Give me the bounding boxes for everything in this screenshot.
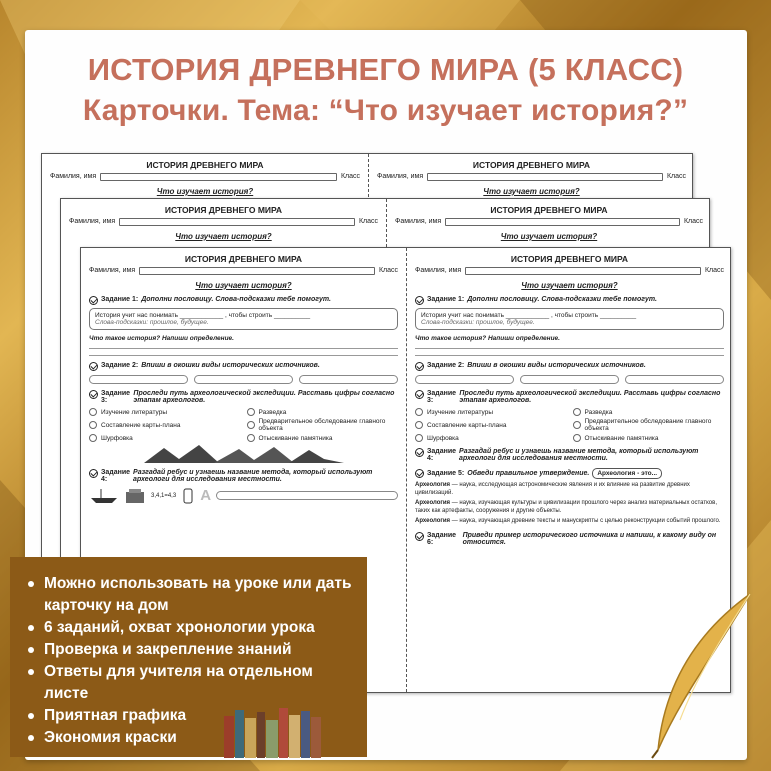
sheet-title: ИСТОРИЯ ДРЕВНЕГО МИРА [490, 205, 608, 215]
main-title: ИСТОРИЯ ДРЕВНЕГО МИРА (5 КЛАСС) [87, 52, 684, 87]
name-label: Фамилия, имя [377, 173, 424, 180]
feature-item: Можно использовать на уроке или дать карточку на дом [26, 573, 353, 617]
boat-icon [89, 488, 119, 504]
mountains-icon [144, 445, 344, 463]
option-text: Разведка [258, 408, 287, 416]
option-text: Изучение литературы [427, 408, 494, 416]
option-text: Предварительное обследование главного объекта [584, 418, 712, 432]
task1-sentence-b: , чтобы строить [224, 312, 273, 319]
sheet-topic: Что изучает история? [521, 281, 618, 290]
check-icon [415, 469, 424, 478]
class-label: Класс [378, 267, 398, 274]
class-label: Класс [358, 218, 378, 225]
task5-box: Археология - это... [592, 468, 662, 479]
sheet-title: ИСТОРИЯ ДРЕВНЕГО МИРА [184, 254, 303, 264]
feature-item: Экономия краски [26, 727, 353, 749]
task6-label: Задание 6: [427, 531, 457, 546]
check-icon [89, 390, 98, 399]
task1-hint: Слова-подсказки: прошлое, будущее. [95, 319, 209, 326]
option-text: Шурфовка [427, 434, 459, 442]
class-label: Класс [666, 173, 686, 180]
task3-text: Проследи путь археологической экспедиции. Расставь цифры согласно этапам археологов. [459, 390, 721, 404]
statement-text: — наука, изучающая древние тексты и манускрипты с целью реконструкции событий прошлого. [451, 518, 721, 524]
task1-label: Задание 1: [427, 296, 465, 303]
class-label: Класс [704, 267, 724, 274]
books-stack-icon [222, 706, 332, 758]
sheet-title: ИСТОРИЯ ДРЕВНЕГО МИРА [472, 160, 591, 170]
task1-sentence-a: История учит нас понимать [95, 312, 178, 319]
sheet-title: ИСТОРИЯ ДРЕВНЕГО МИРА [164, 205, 283, 215]
rebus [89, 487, 398, 504]
name-label: Фамилия, имя [69, 218, 116, 225]
sheet-topic: Что изучает история? [175, 232, 272, 241]
name-label: Фамилия, имя [395, 218, 442, 225]
option-text: Отыскивание памятника [584, 434, 659, 442]
feather-quill-icon [640, 590, 760, 760]
phone-icon [181, 488, 195, 504]
statement-text: — наука, изучающая культуры и цивилизации прошлого через анализ материальных остатков, таких как артефакты, сооружения и другие объекты. [415, 500, 717, 514]
sheet-title: ИСТОРИЯ ДРЕВНЕГО МИРА [146, 160, 264, 170]
sheet-topic: Что изучает история? [483, 187, 580, 196]
name-field[interactable] [139, 267, 375, 275]
check-icon [415, 532, 424, 541]
name-label: Фамилия, имя [415, 267, 462, 274]
task1-box: История учит нас понимать ____________ , чтобы строить __________ Слова-подсказки: прошлое, будущее. [89, 308, 398, 330]
statement-term: Археология [415, 518, 451, 524]
task1-sentence-a: История учит нас понимать [421, 312, 504, 319]
option-text: Изучение литературы [101, 408, 168, 416]
option-text: Шурфовка [101, 434, 133, 442]
feature-item: Проверка и закрепление знаний [26, 639, 353, 661]
task3-label: Задание 3: [101, 390, 131, 404]
option-text: Предварительное обследование главного объекта [258, 418, 386, 432]
task2-text: Впиши в окошки виды исторических источников. [141, 362, 320, 369]
task2-label: Задание 2: [101, 362, 139, 369]
check-icon [415, 296, 424, 305]
task2-text: Впиши в окошки виды исторических источников. [467, 362, 646, 369]
task4-label: Задание 4: [101, 469, 131, 483]
task6-text: Приведи пример исторического источника и напиши, к какому виду он относится. [462, 531, 717, 546]
task5-text: Обведи правильное утверждение. [467, 470, 590, 477]
name-field[interactable] [465, 267, 701, 275]
check-icon [415, 390, 424, 399]
task3-label: Задание 3: [427, 390, 457, 404]
task1-text: Дополни пословицу. Слова-подсказки тебе помогут. [141, 296, 331, 303]
check-icon [415, 362, 424, 371]
feature-item: Приятная графика [26, 705, 353, 727]
statement-term: Археология [415, 482, 451, 488]
definition-question: Что такое история? Напиши определение. [89, 335, 234, 342]
definition-question: Что такое история? Напиши определение. [415, 335, 560, 342]
sheet-topic: Что изучает история? [500, 232, 598, 241]
task5-label: Задание 5: [427, 470, 465, 477]
task1-sentence-b: , чтобы строить [550, 312, 599, 319]
task1-label: Задание 1: [101, 296, 139, 303]
check-icon [89, 362, 98, 371]
task1-text: Дополни пословицу. Слова-подсказки тебе помогут. [467, 296, 657, 303]
building-icon [124, 488, 146, 504]
statement-term: Археология [415, 500, 451, 506]
check-icon [89, 296, 98, 305]
rebus-hint: 3,4,1=4,3 [151, 492, 177, 499]
option-text: Отыскивание памятника [258, 434, 333, 442]
name-label: Фамилия, имя [50, 173, 97, 180]
task4-text: Разгадай ребус и узнаешь название метода, который используют археологи для исследования местности. [459, 448, 699, 462]
option-text: Разведка [584, 408, 613, 416]
subtitle: Карточки. Тема: “Что изучает история?” [82, 94, 689, 127]
feature-item: 6 заданий, охват хронологии урока [26, 617, 353, 639]
rebus-letter: А [200, 487, 212, 504]
statement-text: — наука, исследующая астрономические явления и их влияние на развитие древних цивилизаций. [415, 482, 690, 496]
check-icon [415, 448, 424, 457]
option-text: Составление карты-плана [101, 421, 181, 429]
feature-item: Ответы для учителя на отдельном листе [26, 661, 353, 705]
task2-label: Задание 2: [427, 362, 465, 369]
sheet-title: ИСТОРИЯ ДРЕВНЕГО МИРА [510, 254, 629, 264]
option-text: Составление карты-плана [427, 421, 507, 429]
sheet-topic: Что изучает история? [156, 187, 254, 196]
class-label: Класс [683, 218, 703, 225]
check-icon [89, 469, 98, 478]
task3-text: Проследи путь археологической экспедиции. Расставь цифры согласно этапам археологов. [133, 390, 395, 404]
name-label: Фамилия, имя [89, 267, 136, 274]
task1-box: История учит нас понимать ____________ , чтобы строить __________ Слова-подсказки: прошлое, будущее. [415, 308, 724, 330]
class-label: Класс [340, 173, 360, 180]
task4-label: Задание 4: [427, 448, 457, 462]
task4-text: Разгадай ребус и узнаешь название метода, который используют археологи для исследования местности. [133, 469, 373, 483]
sheet-topic: Что изучает история? [195, 281, 292, 290]
task1-hint: Слова-подсказки: прошлое, будущее. [421, 319, 535, 326]
